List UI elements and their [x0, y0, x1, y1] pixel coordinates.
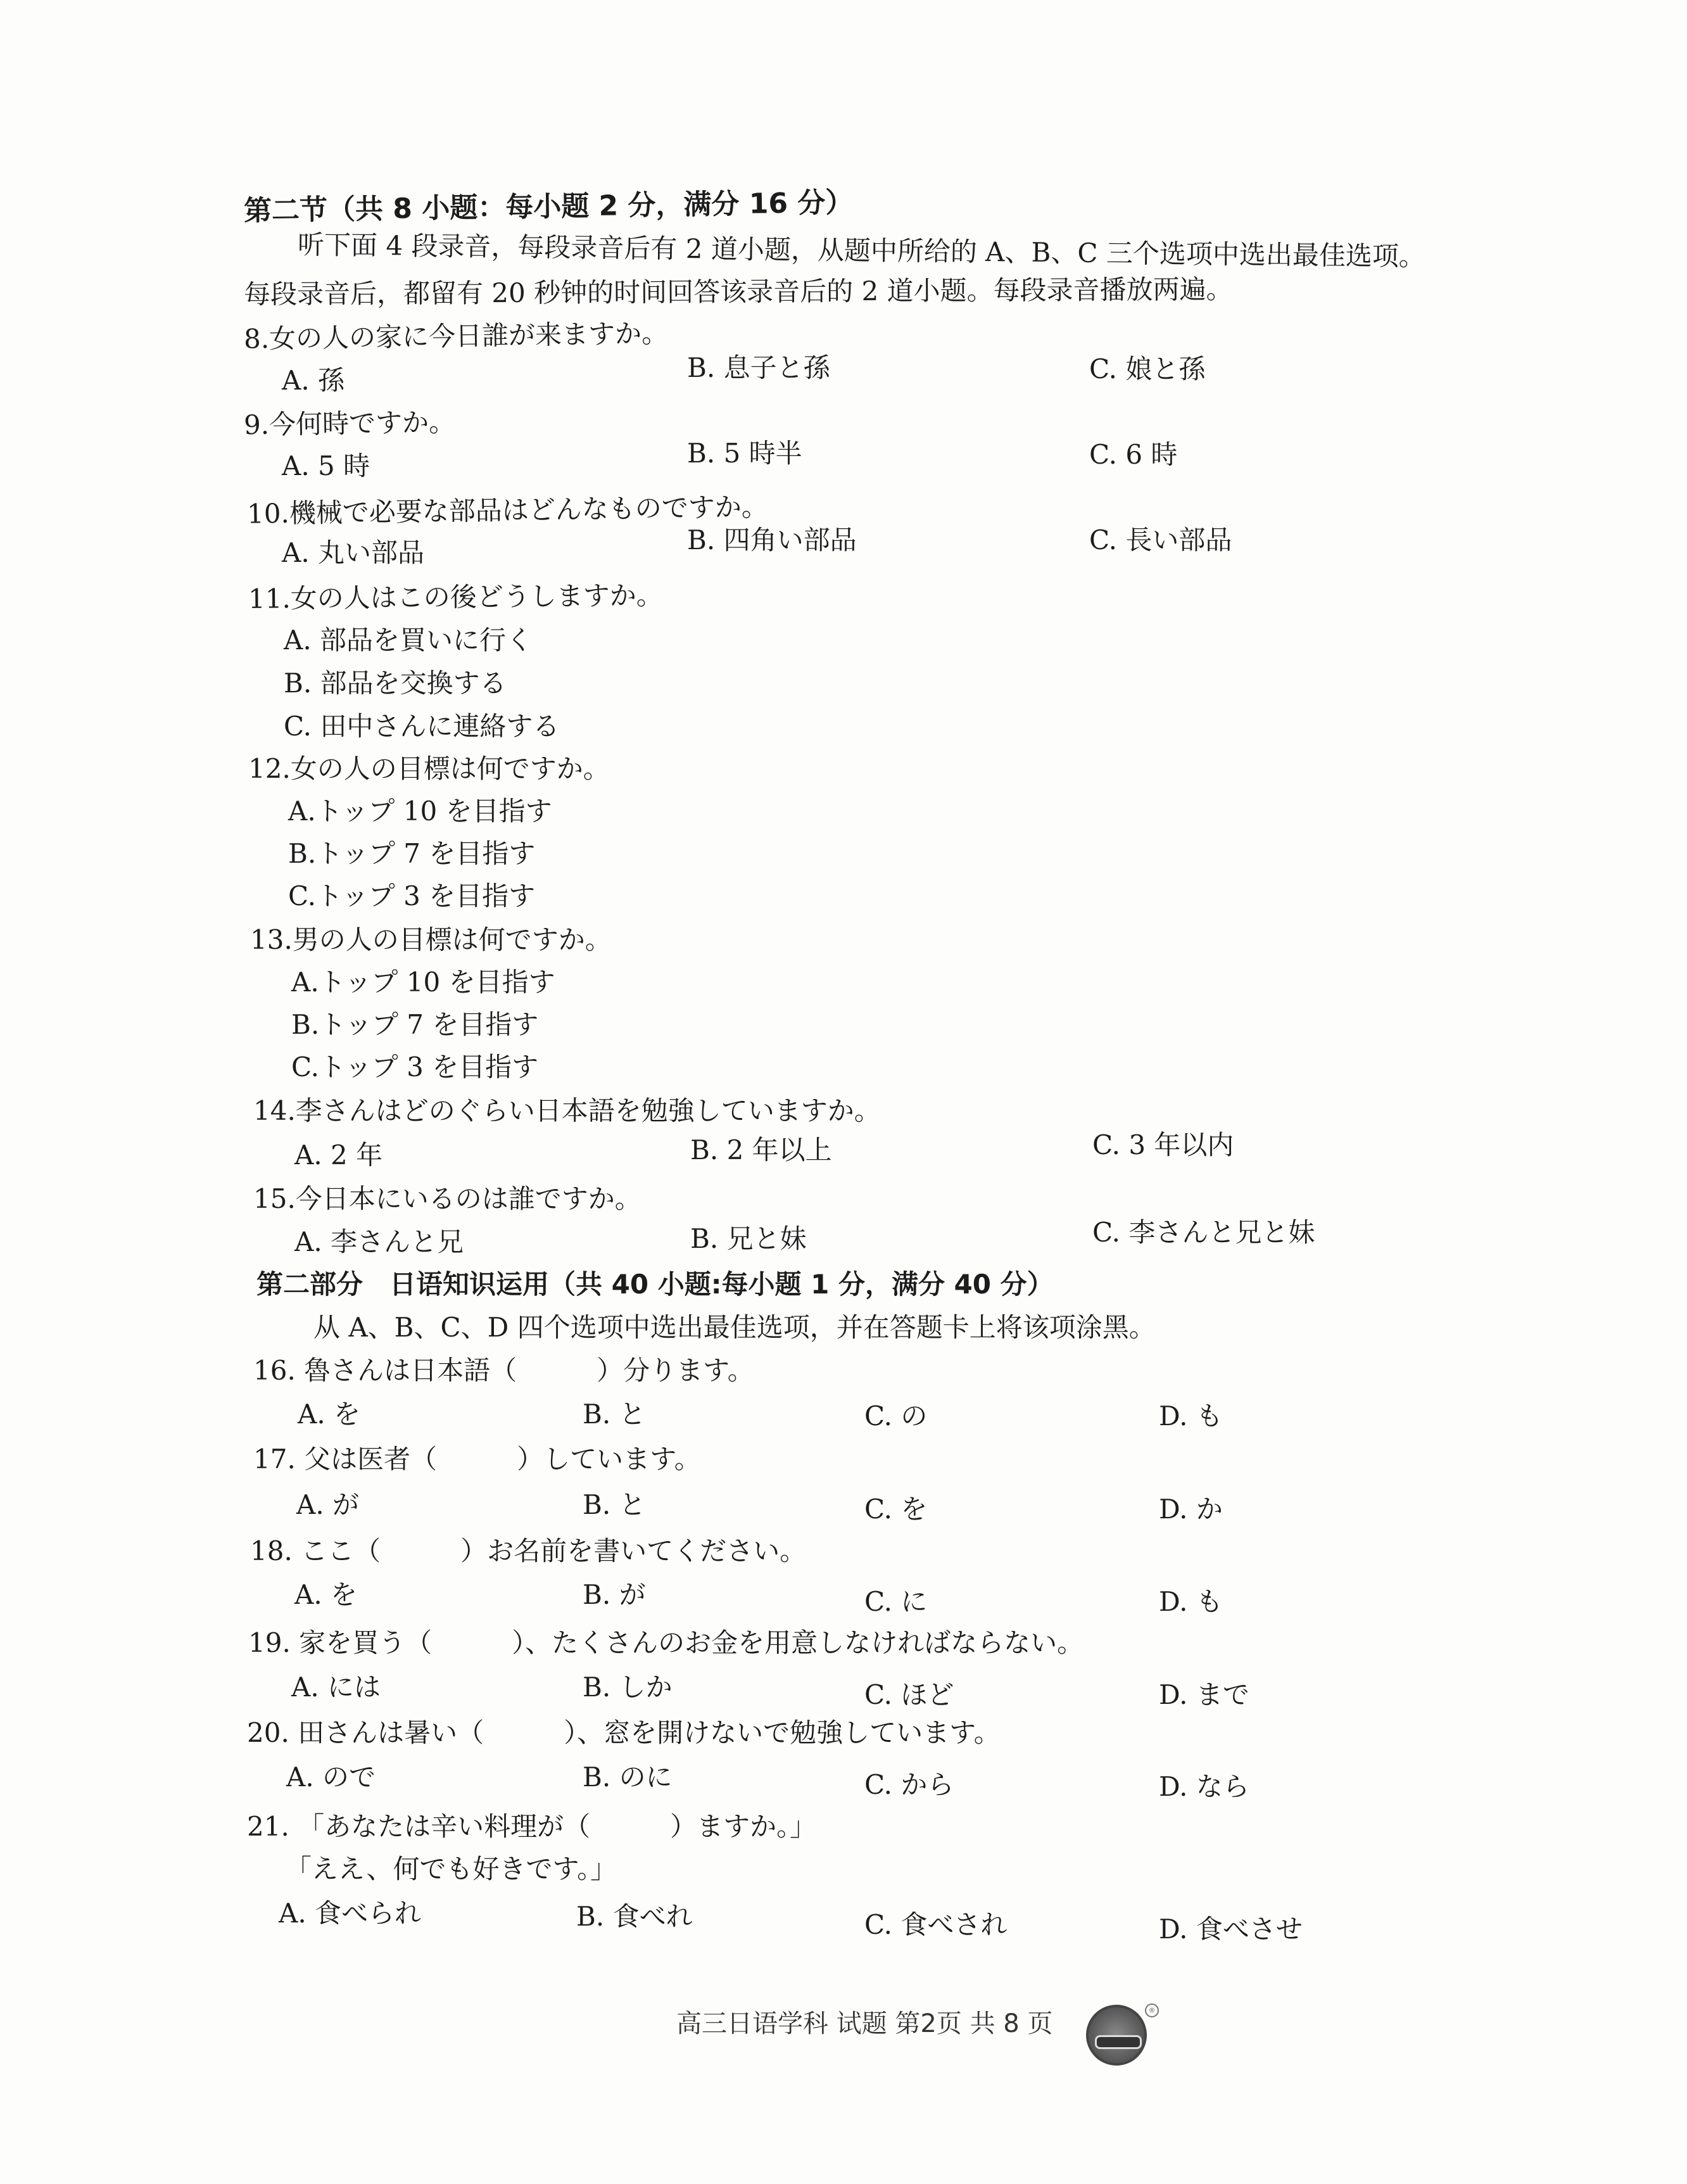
q12-option-c[interactable]: C.トップ 3 を目指す [288, 880, 536, 911]
q19-option-d[interactable]: D. まで [1159, 1679, 1249, 1710]
q10-option-c[interactable]: C. 長い部品 [1089, 524, 1232, 556]
q13-option-c[interactable]: C.トップ 3 を目指す [291, 1051, 539, 1082]
q19-option-c[interactable]: C. ほど [864, 1679, 954, 1710]
q21-option-d[interactable]: D. 食べさせ [1159, 1914, 1303, 1945]
q9-option-b[interactable]: B. 5 時半 [687, 438, 802, 469]
part2-heading: 第二部分 日语知识运用（共 40 小题:每小题 1 分，满分 40 分） [256, 1269, 1054, 1300]
question-19: 19. 家を買う（ ）、たくさんのお金を用意しなければならない。 [248, 1627, 1084, 1658]
q21-option-c[interactable]: C. 食べされ [864, 1909, 1008, 1940]
q21-option-b[interactable]: B. 食べれ [576, 1901, 693, 1932]
q9-option-c[interactable]: C. 6 時 [1089, 439, 1178, 470]
q10-option-b[interactable]: B. 四角い部品 [687, 524, 857, 556]
question-21: 21. 「あなたは辛い料理が（ ）ますか。」 [247, 1811, 817, 1842]
q16-option-c[interactable]: C. の [864, 1400, 928, 1432]
question-18: 18. ここ（ ）お名前を書いてください。 [250, 1535, 807, 1566]
q10-option-a[interactable]: A. 丸い部品 [282, 537, 425, 568]
section-heading: 第二节（共 8 小题：每小题 2 分，满分 16 分） [243, 186, 854, 227]
question-14: 14.李さんはどのぐらい日本語を勉強していますか。 [253, 1095, 881, 1126]
q15-option-c[interactable]: C. 李さんと兄と妹 [1092, 1217, 1315, 1248]
q8-option-c[interactable]: C. 娘と孫 [1089, 353, 1206, 384]
q12-option-b[interactable]: B.トップ 7 を目指す [288, 838, 536, 869]
q12-option-a[interactable]: A.トップ 10 を目指す [288, 796, 552, 827]
section-instruction-1: 听下面 4 段录音，每段录音后有 2 道小题，从题中所给的 A、B、C 三个选项中选出最佳选项。 [297, 229, 1426, 272]
q14-option-a[interactable]: A. 2 年 [294, 1140, 383, 1171]
q18-option-c[interactable]: C. に [864, 1586, 928, 1617]
question-8: 8.女の人の家に今日誰が来ますか。 [243, 317, 669, 355]
q16-option-d[interactable]: D. も [1159, 1400, 1223, 1432]
q18-option-a[interactable]: A. を [294, 1579, 358, 1610]
page-footer: 高三日语学科 试题 第2页 共 8 页 [676, 2009, 1053, 2038]
q11-option-c[interactable]: C. 田中さんに連絡する [284, 711, 560, 742]
section-instruction-2: 每段录音后，都留有 20 秒钟的时间回答该录音后的 2 道小题。每段录音播放两遍。 [243, 273, 1233, 310]
registered-mark-icon: ® [1145, 2003, 1159, 2017]
q17-option-a[interactable]: A. が [296, 1489, 360, 1520]
question-15: 15.今日本にいるのは誰ですか。 [253, 1183, 641, 1214]
question-9: 9.今何時ですか。 [243, 406, 456, 441]
q21-option-a[interactable]: A. 食べられ [279, 1898, 422, 1929]
question-21-response: 「ええ、何でも好きです。」 [285, 1853, 617, 1884]
q17-option-d[interactable]: D. か [1159, 1494, 1223, 1525]
question-17: 17. 父は医者（ ）しています。 [253, 1444, 701, 1475]
exam-seal-icon [1086, 2005, 1147, 2066]
q11-option-b[interactable]: B. 部品を交換する [284, 668, 507, 699]
q14-option-b[interactable]: B. 2 年以上 [690, 1134, 832, 1165]
q20-option-b[interactable]: B. のに [583, 1762, 673, 1793]
part2-instruction: 从 A、B、C、D 四个选项中选出最佳选项，并在答题卡上将该项涂黑。 [313, 1312, 1156, 1343]
q13-option-a[interactable]: A.トップ 10 を目指す [291, 967, 555, 998]
q17-option-b[interactable]: B. と [583, 1489, 646, 1520]
q16-option-a[interactable]: A. を [298, 1399, 361, 1430]
q19-option-a[interactable]: A. には [291, 1672, 381, 1703]
q20-option-a[interactable]: A. ので [286, 1762, 376, 1793]
question-13: 13.男の人の目標は何ですか。 [250, 924, 612, 955]
question-11: 11.女の人はこの後どうしますか。 [248, 580, 663, 614]
q13-option-b[interactable]: B.トップ 7 を目指す [291, 1009, 539, 1040]
question-16: 16. 魯さんは日本語（ ）分ります。 [253, 1355, 754, 1386]
question-10: 10.機械で必要な部品はどんなものですか。 [246, 491, 769, 530]
q19-option-b[interactable]: B. しか [583, 1672, 673, 1703]
q9-option-a[interactable]: A. 5 時 [282, 450, 370, 481]
q8-option-b[interactable]: B. 息子と孫 [687, 352, 830, 383]
q20-option-d[interactable]: D. なら [1159, 1771, 1249, 1802]
q18-option-d[interactable]: D. も [1159, 1586, 1223, 1617]
q16-option-b[interactable]: B. と [583, 1399, 646, 1430]
q11-option-a[interactable]: A. 部品を買いに行く [284, 625, 533, 656]
q15-option-b[interactable]: B. 兄と妹 [690, 1223, 807, 1254]
q17-option-c[interactable]: C. を [864, 1494, 928, 1525]
question-20: 20. 田さんは暑い（ ）、窓を開けないで勉強しています。 [247, 1717, 1001, 1748]
question-12: 12.女の人の目標は何ですか。 [248, 753, 610, 784]
q18-option-b[interactable]: B. が [583, 1579, 646, 1610]
q20-option-c[interactable]: C. から [864, 1769, 954, 1800]
q15-option-a[interactable]: A. 李さんと兄 [294, 1226, 464, 1257]
q14-option-c[interactable]: C. 3 年以内 [1092, 1129, 1234, 1160]
q8-option-a[interactable]: A. 孫 [282, 365, 345, 396]
